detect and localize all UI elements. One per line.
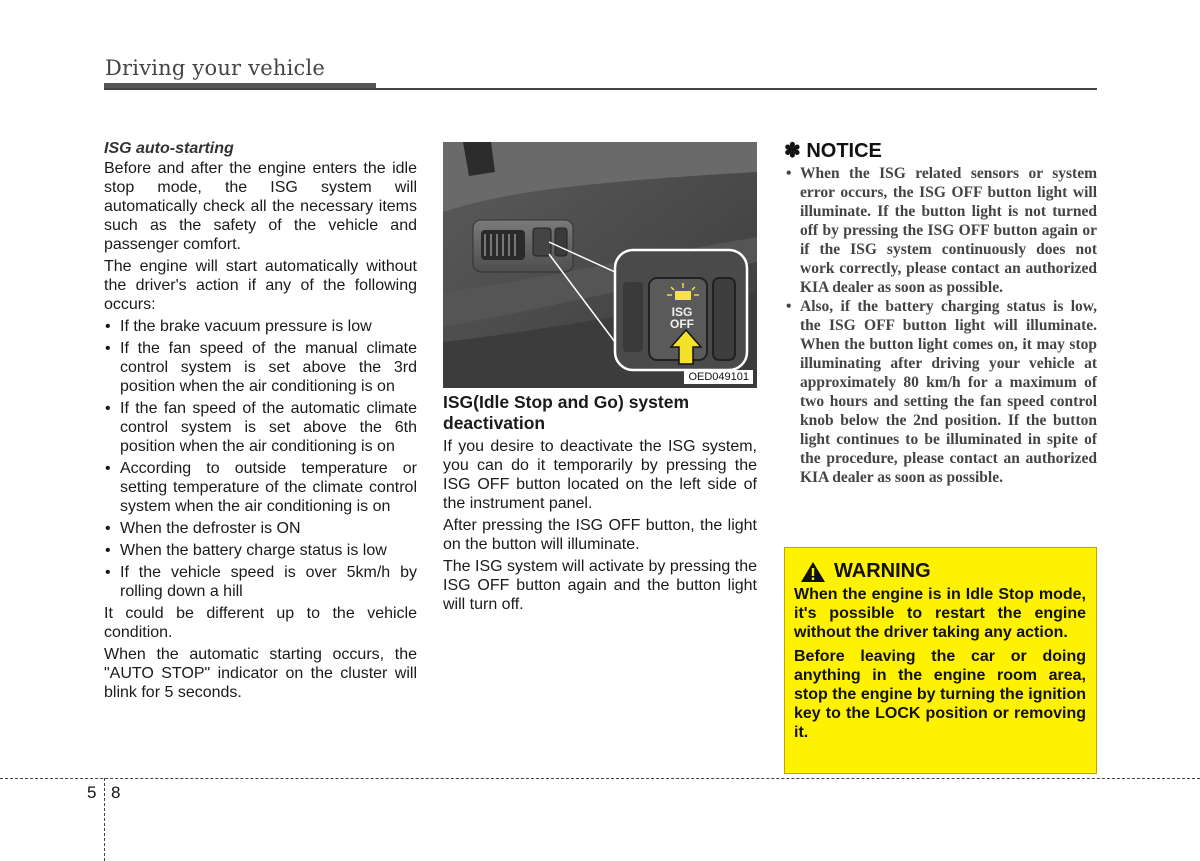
list-item: • If the fan speed of the automatic climate control system is set above the 6th position when the air conditioning is on <box>104 399 417 456</box>
paragraph: The engine will start automatically without the driver's action if any of the following occurs: <box>104 258 417 313</box>
column-isg-deactivation <box>443 392 757 617</box>
section-heading: ISG(Idle Stop and Go) system deactivation <box>443 392 690 433</box>
footer-rule <box>0 778 1200 779</box>
list-item: • If the brake vacuum pressure is low <box>104 317 417 336</box>
list-item: • When the defroster is ON <box>104 519 417 538</box>
list-item: • When the ISG related sensors or system error occurs, the ISG OFF button light will illuminate. If the button light is not turned off by pressing the ISG OFF button again or if the ISG system continuously does not work correctly, please contact an authorized KIA dealer as soon as possible. <box>784 164 1097 297</box>
notice-section <box>784 139 1097 487</box>
notice-list <box>784 164 1097 487</box>
isg-label-line1: ISG <box>671 305 693 319</box>
list-item: • According to outside temperature or setting temperature of the climate control system when the air conditioning is on <box>104 459 417 516</box>
subheading-isg-auto-starting: ISG auto-starting <box>104 140 234 157</box>
list-item: • If the fan speed of the manual climate control system is set above the 3rd position when the air conditioning is on <box>104 339 417 396</box>
paragraph: When the automatic starting occurs, the "AUTO STOP" indicator on the cluster will blink for 5 seconds. <box>104 646 417 701</box>
warning-paragraph: Before leaving the car or doing anything in the engine room area, stop the engine by turning the ignition key to the LOCK position or removing it. <box>794 648 1086 741</box>
header-rule-thin <box>104 88 1097 90</box>
paragraph: If you desire to deactivate the ISG system, you can do it temporarily by pressing the ISG OFF button located on the left side of the instrument panel. <box>443 438 757 512</box>
list-item: • If the vehicle speed is over 5km/h by rolling down a hill <box>104 563 417 601</box>
page-number-separator <box>104 778 105 861</box>
paragraph: Before and after the engine enters the idle stop mode, the ISG system will automatically check all the necessary items such as the safety of the vehicle and passenger comfort. <box>104 160 417 253</box>
isg-label-line2: OFF <box>670 317 694 331</box>
list-item: • When the battery charge status is low <box>104 541 417 560</box>
isg-off-button-label <box>659 306 705 330</box>
chapter-number: 5 <box>87 783 97 802</box>
paragraph: The ISG system will activate by pressing the ISG OFF button again and the button light will turn off. <box>443 558 757 613</box>
warning-paragraph: When the engine is in Idle Stop mode, it's possible to restart the engine without the driver taking any action. <box>794 586 1086 641</box>
paragraph: It could be different up to the vehicle condition. <box>104 605 417 641</box>
warning-box <box>784 547 1097 774</box>
paragraph: After pressing the ISG OFF button, the light on the button will illuminate. <box>443 517 757 553</box>
figure-code: OED049101 <box>684 370 753 384</box>
notice-title: ✽ NOTICE <box>784 140 882 162</box>
isg-off-button-illustration <box>443 142 757 388</box>
page-header-title: Driving your vehicle <box>105 56 325 80</box>
list-item: • Also, if the battery charging status is low, the ISG OFF button light will illuminate. When the button light comes on, it may stop illuminating after driving your vehicle at approximately 80 km/h for a maximum of two hours and setting the fan speed control knob below the 2nd position. If the button light continues to be illuminated in spite of the procedure, please contact an authorized KIA dealer as soon as possible. <box>784 297 1097 487</box>
warning-title: WARNING <box>834 560 931 582</box>
warning-header <box>794 560 1086 583</box>
page-number: 8 <box>111 783 121 802</box>
dashboard-illustration <box>443 142 757 388</box>
column-isg-auto-starting <box>104 139 417 705</box>
warning-triangle-icon <box>800 561 826 583</box>
auto-start-conditions-list <box>104 317 417 601</box>
